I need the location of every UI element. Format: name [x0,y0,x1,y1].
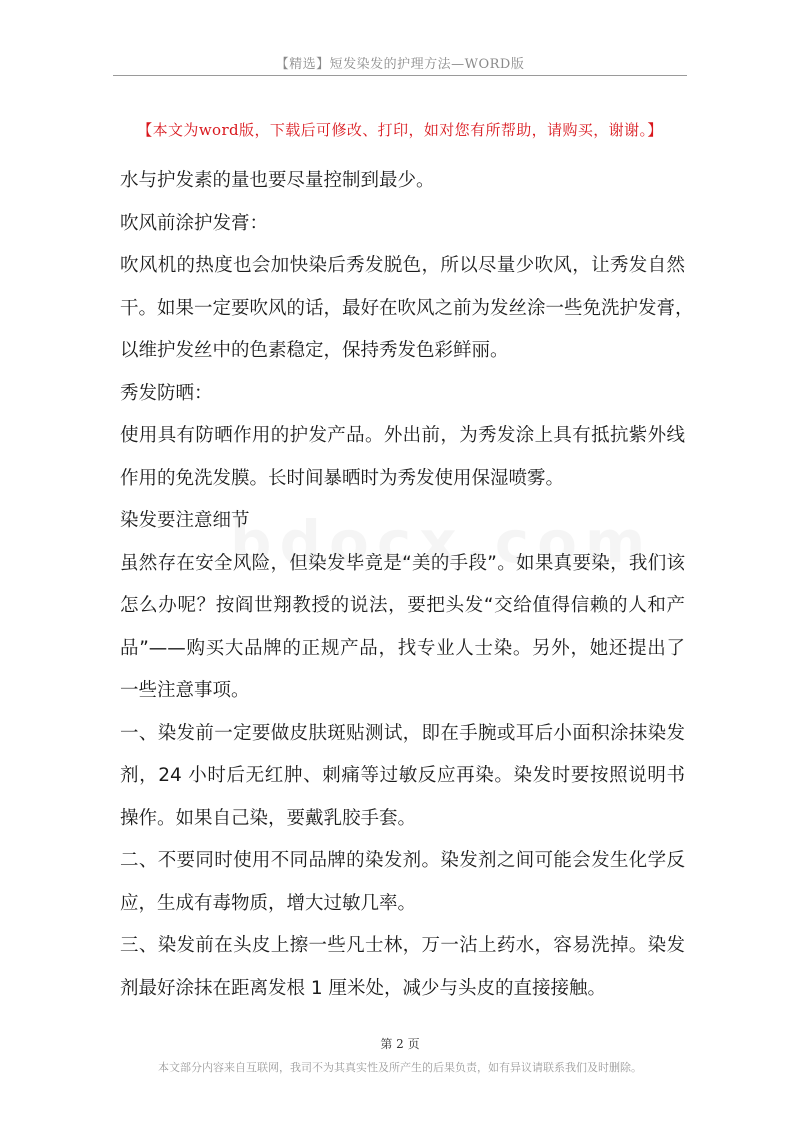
header-divider [113,75,687,76]
paragraph-line: 二、不要同时使用不同品牌的染发剂。染发剂之间可能会发生化学反 [120,850,685,871]
paragraph-line: 一些注意事项。 [120,680,250,701]
paragraph-line: 品”——购买大品牌的正规产品，找专业人士染。另外，她还提出了 [120,637,685,659]
paragraph-line: 吹风机的热度也会加快染后秀发脱色，所以尽量少吹风，让秀发自然 [120,255,685,276]
page-number: 第 2 页 [380,1037,420,1051]
paragraph-line: 作用的免洗发膜。长时间暴晒时为秀发使用保湿喷雾。 [120,467,565,489]
paragraph-line: 使用具有防晒作用的护发产品。外出前，为秀发涂上具有抵抗紫外线 [120,425,685,446]
footer-disclaimer: 本文部分内容来自互联网，我司不为其真实性及所产生的后果负责，如有异议请联系我们及时删除。 [158,1061,642,1074]
paragraph-line: 虽然存在安全风险，但染发毕竟是“美的手段”。如果真要染，我们该 [120,552,685,574]
section-heading: 秀发防晒： [120,382,213,404]
paragraph-line: 干。如果一定要吹风的话，最好在吹风之前为发丝涂一些免洗护发膏， [120,297,694,319]
body-text [120,160,694,1010]
section-heading: 吹风前涂护发膏： [120,212,269,234]
paragraph-line: 三、染发前在头皮上擦一些凡士林，万一沾上药水，容易洗掉。染发 [120,935,685,956]
paragraph-line: 操作。如果自己染，要戴乳胶手套。 [120,807,417,829]
paragraph-line: 以维护发丝中的色素稳定，保持秀发色彩鲜丽。 [120,340,509,361]
paragraph-line: 应，生成有毒物质，增大过敏几率。 [120,892,417,914]
paragraph-line: 剂最好涂抹在距离发根 1 厘米处，减少与头皮的直接接触。 [120,977,607,999]
paragraph-line: 一、染发前一定要做皮肤斑贴测试，即在手腕或耳后小面积涂抹染发 [120,722,685,744]
header-title: 【精选】短发染发的护理方法—WORD版 [275,57,525,72]
paragraph-line: 水与护发素的量也要尽量控制到最少。 [120,170,435,191]
section-heading: 染发要注意细节 [120,510,250,531]
paragraph-line: 怎么办呢？按阎世翔教授的说法，要把头发“交给值得信赖的人和产 [120,595,685,616]
purchase-notice: 【本文为word版，下载后可修改、打印，如对您有所帮助，请购买，谢谢。】 [137,121,663,139]
paragraph-line: 剂，24 小时后无红肿、刺痛等过敏反应再染。染发时要按照说明书 [120,765,685,786]
